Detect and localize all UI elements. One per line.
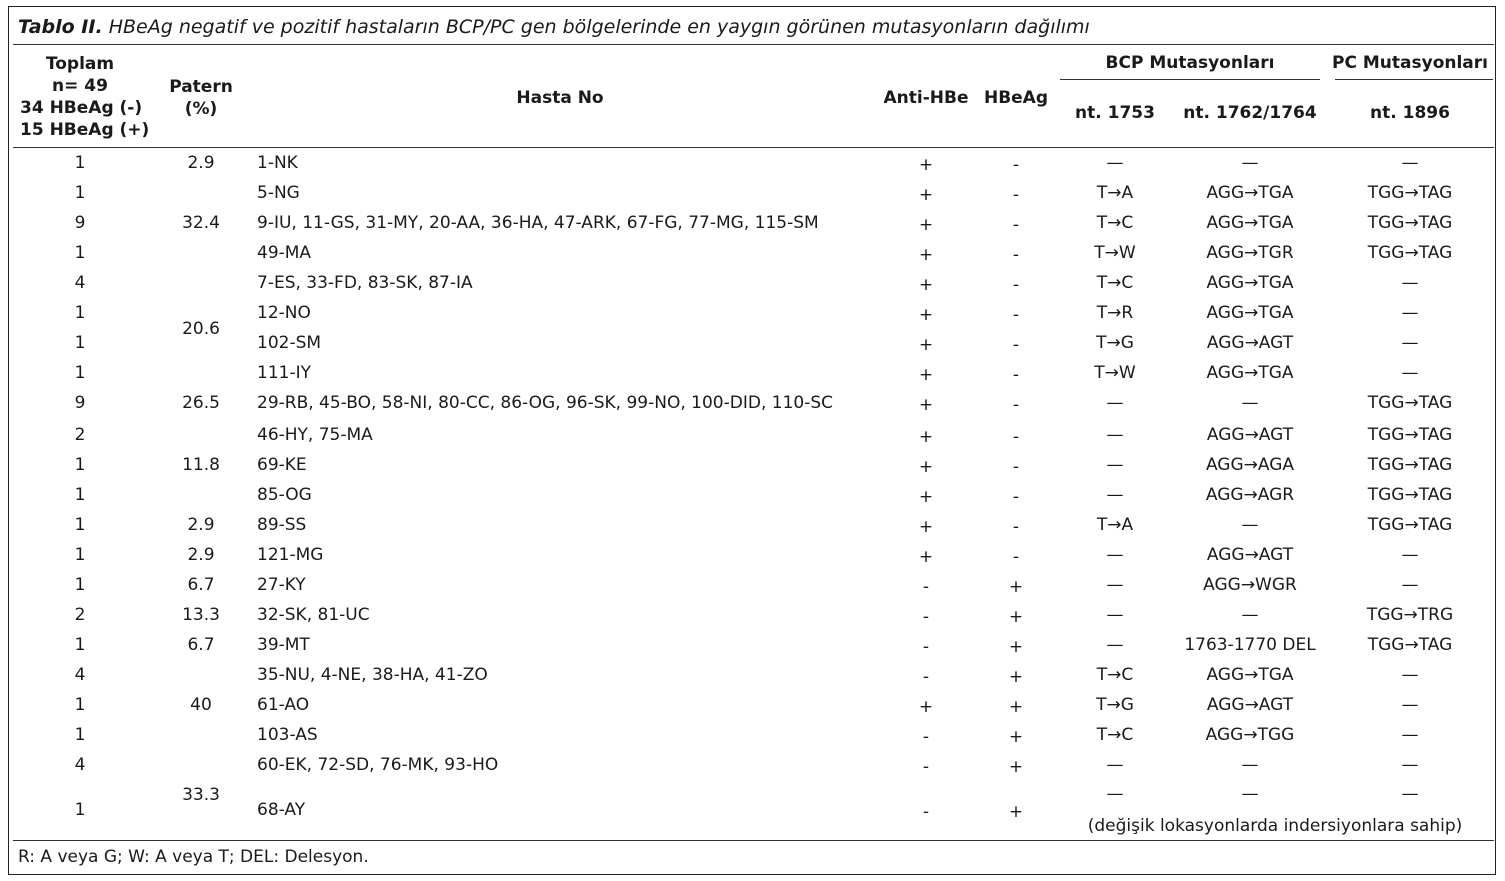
patern-value: 33.3 [182,785,220,805]
cell-hbeag: - [1012,457,1020,477]
cell-anti-hbe: + [918,547,934,567]
cell-nt1753: — [1106,784,1124,804]
patern-value: 6.7 [187,575,215,595]
header-bcp-group: BCP Mutasyonları [1105,53,1275,73]
cell-hbeag: + [1008,667,1024,687]
cell-hasta-no: 85-OG [257,485,312,505]
cell-nt1753: — [1106,605,1124,625]
patern-value: 40 [190,695,212,715]
cell-nt1753: T→G [1096,695,1134,715]
header-hasta-no: Hasta No [516,88,604,108]
cell-hasta-no: 61-AO [257,695,310,715]
cell-anti-hbe: - [922,802,930,822]
cell-hbeag: - [1012,155,1020,175]
cell-nt1762: AGG→TGA [1206,183,1294,203]
cell-hbeag: + [1008,577,1024,597]
cell-hasta-no: 39-MT [257,635,310,655]
cell-nt1753: T→W [1094,363,1136,383]
cell-nt1762: AGG→WGR [1203,575,1297,595]
cell-anti-hbe: + [918,245,934,265]
cell-nt1896: TGG→TAG [1367,515,1453,535]
cell-hbeag: - [1012,185,1020,205]
cell-nt1896: TGG→TAG [1367,393,1453,413]
cell-toplam: 2 [74,425,86,445]
cell-nt1753: — [1106,485,1124,505]
header-toplam [20,53,150,141]
cell-anti-hbe: + [918,185,934,205]
cell-toplam: 2 [74,605,86,625]
last-row-note: (değişik lokasyonlarda indersiyonlara sahip) [1087,816,1463,836]
cell-toplam: 1 [74,153,86,173]
cell-toplam: 4 [74,273,86,293]
cell-toplam: 1 [74,695,86,715]
cell-anti-hbe: - [922,667,930,687]
pc-group-rule [1335,79,1493,80]
cell-hasta-no: 68-AY [257,800,306,820]
cell-anti-hbe: + [918,427,934,447]
cell-anti-hbe: + [918,395,934,415]
header-toplam-line: n= 49 [52,76,108,96]
header-toplam-line: 34 HBeAg (-) [20,98,143,118]
cell-hbeag: - [1012,305,1020,325]
patern-value: 2.9 [187,153,215,173]
cell-toplam: 4 [74,665,86,685]
cell-nt1762: AGG→TGA [1206,303,1294,323]
cell-nt1762: AGG→AGR [1205,485,1295,505]
header-nt1896: nt. 1896 [1370,103,1450,123]
cell-nt1753: T→C [1096,665,1134,685]
cell-toplam: 9 [74,393,86,413]
cell-anti-hbe: + [918,275,934,295]
cell-nt1753: — [1106,393,1124,413]
cell-nt1896: TGG→TAG [1367,243,1453,263]
cell-nt1762: AGG→AGT [1206,545,1294,565]
cell-nt1896: — [1401,755,1419,775]
cell-nt1753: T→W [1094,243,1136,263]
patern-value: 13.3 [182,605,220,625]
cell-nt1896: TGG→TAG [1367,485,1453,505]
cell-nt1762: — [1241,515,1259,535]
cell-anti-hbe: + [918,305,934,325]
cell-nt1762: — [1241,755,1259,775]
cell-nt1896: TGG→TAG [1367,183,1453,203]
cell-nt1762: AGG→AGA [1205,455,1295,475]
cell-anti-hbe: + [918,517,934,537]
patern-value: 32.4 [182,213,220,233]
cell-nt1896: — [1401,153,1419,173]
cell-nt1762: AGG→TGA [1206,213,1294,233]
cell-nt1896: TGG→TRG [1366,605,1454,625]
patern-value: 20.6 [182,319,220,339]
cell-nt1762: AGG→TGR [1206,243,1294,263]
cell-nt1753: — [1106,575,1124,595]
cell-nt1762: AGG→TGA [1206,363,1294,383]
cell-nt1753: T→C [1096,213,1134,233]
cell-hasta-no: 102-SM [257,333,322,353]
cell-nt1762: — [1241,153,1259,173]
cell-nt1896: — [1401,303,1419,323]
cell-hbeag: - [1012,245,1020,265]
cell-anti-hbe: + [918,365,934,385]
cell-nt1762: AGG→AGT [1206,695,1294,715]
cell-nt1896: TGG→TAG [1367,455,1453,475]
cell-nt1753: — [1106,455,1124,475]
cell-nt1753: T→G [1096,333,1134,353]
cell-hasta-no: 103-AS [257,725,318,745]
cell-nt1896: — [1401,363,1419,383]
patern-value: 2.9 [187,515,215,535]
cell-hasta-no: 7-ES, 33-FD, 83-SK, 87-IA [257,273,473,293]
cell-nt1762: — [1241,393,1259,413]
cell-nt1753: — [1106,755,1124,775]
cell-nt1896: — [1401,575,1419,595]
cell-toplam: 1 [74,725,86,745]
header-nt1753: nt. 1753 [1075,103,1155,123]
cell-toplam: 1 [74,515,86,535]
cell-hbeag: - [1012,365,1020,385]
cell-toplam: 1 [74,455,86,475]
cell-anti-hbe: - [922,757,930,777]
cell-hasta-no: 60-EK, 72-SD, 76-MK, 93-HO [257,755,499,775]
cell-hbeag: - [1012,427,1020,447]
cell-nt1896: — [1401,545,1419,565]
cell-nt1896: — [1401,725,1419,745]
cell-hbeag: + [1008,607,1024,627]
header-toplam-line: 15 HBeAg (+) [20,120,150,140]
cell-hbeag: + [1008,727,1024,747]
cell-nt1753: T→C [1096,725,1134,745]
cell-hasta-no: 9-IU, 11-GS, 31-MY, 20-AA, 36-HA, 47-ARK, 67-FG, 77-MG, 115-SM [257,213,819,233]
cell-nt1753: T→R [1096,303,1134,323]
cell-anti-hbe: - [922,577,930,597]
cell-hasta-no: 29-RB, 45-BO, 58-NI, 80-CC, 86-OG, 96-SK, 99-NO, 100-DID, 110-SC [257,393,833,413]
cell-hasta-no: 35-NU, 4-NE, 38-HA, 41-ZO [257,665,488,685]
cell-nt1762: AGG→AGT [1206,333,1294,353]
cell-nt1896: — [1401,784,1419,804]
cell-nt1753: T→A [1096,515,1134,535]
cell-nt1896: — [1401,665,1419,685]
cell-toplam: 1 [74,635,86,655]
cell-hbeag: - [1012,275,1020,295]
cell-nt1762: 1763-1770 DEL [1184,635,1316,655]
header-patern-line: (%) [184,99,218,119]
cell-nt1753: — [1106,545,1124,565]
caption-rule [13,44,1494,45]
cell-nt1753: — [1106,635,1124,655]
cell-hbeag: - [1012,215,1020,235]
cell-toplam: 1 [74,243,86,263]
cell-nt1753: — [1106,153,1124,173]
cell-anti-hbe: + [918,487,934,507]
cell-toplam: 4 [74,755,86,775]
cell-hasta-no: 69-KE [257,455,307,475]
cell-toplam: 1 [74,333,86,353]
cell-nt1896: — [1401,333,1419,353]
cell-nt1896: TGG→TAG [1367,635,1453,655]
cell-hbeag: - [1012,517,1020,537]
cell-nt1762: AGG→TGA [1206,665,1294,685]
cell-hasta-no: 46-HY, 75-MA [257,425,373,445]
cell-hasta-no: 111-IY [257,363,311,383]
cell-hbeag: + [1008,697,1024,717]
header-bottom-rule [13,147,1494,148]
cell-anti-hbe: + [918,457,934,477]
cell-nt1896: — [1401,273,1419,293]
cell-hbeag: + [1008,637,1024,657]
cell-hasta-no: 49-MA [257,243,312,263]
cell-hasta-no: 121-MG [257,545,324,565]
cell-toplam: 1 [74,363,86,383]
caption-label: Tablo II. [18,16,103,38]
cell-hbeag: - [1012,487,1020,507]
patern-value: 6.7 [187,635,215,655]
table-caption [18,16,1090,38]
cell-toplam: 1 [74,545,86,565]
cell-nt1896: TGG→TAG [1367,425,1453,445]
header-pc-group: PC Mutasyonları [1332,53,1488,73]
cell-toplam: 1 [74,303,86,323]
header-hbeag: HBeAg [983,88,1049,108]
cell-hbeag: - [1012,547,1020,567]
cell-anti-hbe: - [922,607,930,627]
cell-anti-hbe: + [918,215,934,235]
patern-value: 26.5 [182,393,220,413]
bcp-group-rule [1060,79,1320,80]
cell-nt1762: AGG→TGG [1205,725,1295,745]
cell-hasta-no: 12-NO [257,303,311,323]
cell-toplam: 1 [74,485,86,505]
cell-nt1896: — [1401,695,1419,715]
cell-hbeag: + [1008,757,1024,777]
cell-anti-hbe: - [922,637,930,657]
cell-anti-hbe: + [918,155,934,175]
patern-value: 11.8 [182,455,220,475]
cell-nt1753: T→A [1096,183,1134,203]
header-anti-hbe: Anti-HBe [883,88,969,108]
cell-nt1753: — [1106,425,1124,445]
table-bottom-rule [13,840,1494,841]
cell-nt1753: T→C [1096,273,1134,293]
cell-hasta-no: 27-KY [257,575,306,595]
header-patern [150,76,252,120]
cell-hasta-no: 5-NG [257,183,300,203]
patern-value: 2.9 [187,545,215,565]
cell-hasta-no: 32-SK, 81-UC [257,605,370,625]
cell-hbeag: - [1012,395,1020,415]
cell-nt1762: — [1241,605,1259,625]
cell-hbeag: - [1012,335,1020,355]
cell-anti-hbe: - [922,727,930,747]
cell-nt1762: AGG→AGT [1206,425,1294,445]
cell-hasta-no: 89-SS [257,515,307,535]
cell-hasta-no: 1-NK [257,153,298,173]
table-footnote: R: A veya G; W: A veya T; DEL: Delesyon. [18,847,369,867]
cell-nt1896: TGG→TAG [1367,213,1453,233]
cell-nt1762: — [1241,784,1259,804]
caption-text: HBeAg negatif ve pozitif hastaların BCP/PC gen bölgelerinde en yaygın görünen mutasyonların dağılımı [102,16,1090,38]
cell-nt1762: AGG→TGA [1206,273,1294,293]
header-nt1762: nt. 1762/1764 [1183,103,1317,123]
cell-anti-hbe: + [918,697,934,717]
cell-toplam: 1 [74,183,86,203]
header-toplam-line: Toplam [45,54,115,74]
cell-hbeag: + [1008,802,1024,822]
cell-toplam: 1 [74,575,86,595]
cell-toplam: 9 [74,213,86,233]
cell-toplam: 1 [74,800,86,820]
cell-anti-hbe: + [918,335,934,355]
header-patern-line: Patern [169,77,233,97]
